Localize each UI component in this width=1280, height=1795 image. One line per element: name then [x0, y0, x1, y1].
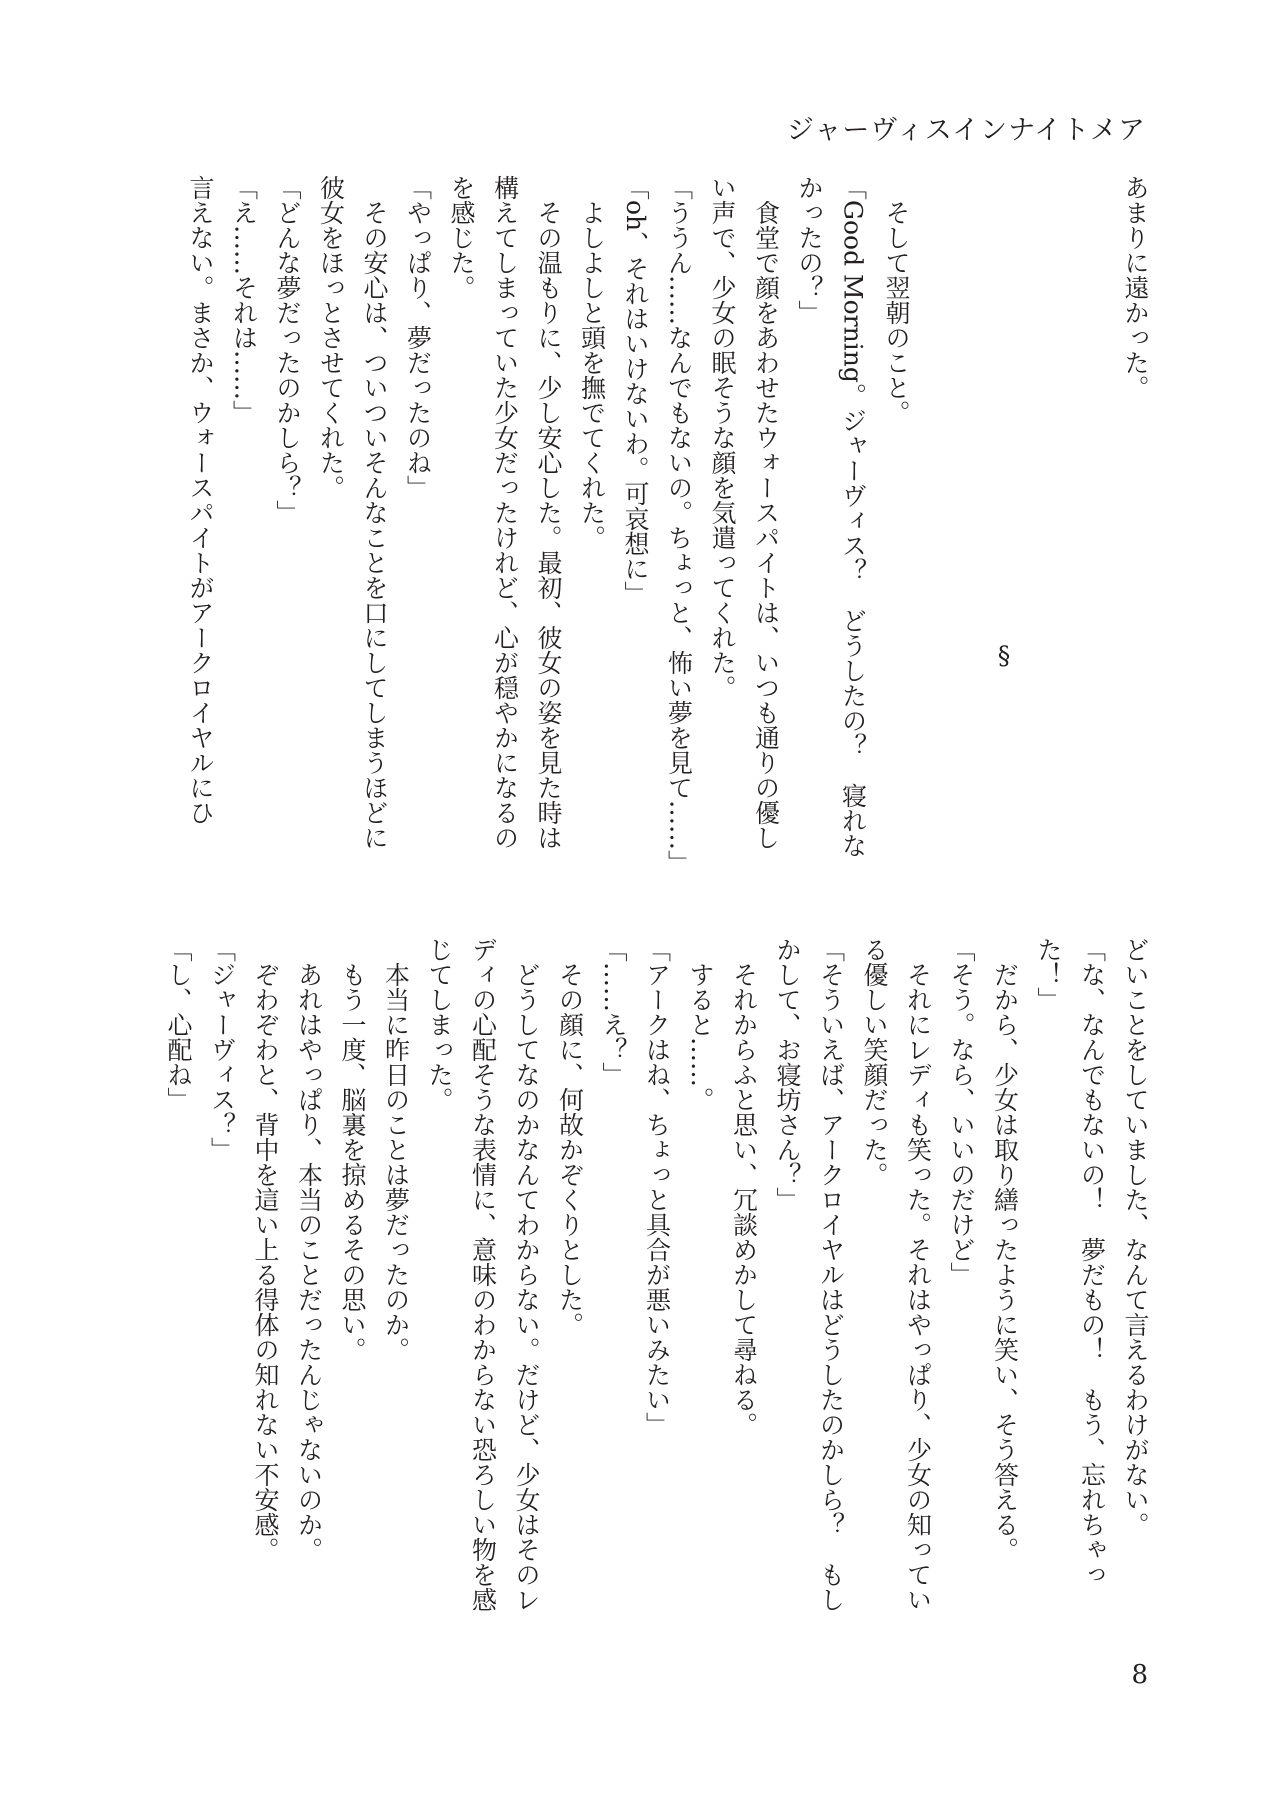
text-line: その温もりに、少し安心した。最初、彼女の姿を見た時は	[534, 175, 563, 850]
text-line: 「oh、それはいけないわ。可哀想に」	[621, 175, 650, 607]
text-line: そして翌朝のこと。	[882, 175, 911, 425]
text-line: その顔に、何故かぞくりとした。	[555, 937, 585, 1337]
text-line: かったの？」	[795, 175, 824, 325]
text-line: 言えない。まさか、ウォースパイトがアークロイヤルにひ	[186, 175, 215, 825]
text-line: それにレディも笑った。それはやっぱり、少女の知ってい	[903, 937, 933, 1612]
section-break	[982, 175, 1026, 865]
text-line: どいことをしていました、なんて言えるわけがない。	[1121, 937, 1150, 1537]
upper-text-block	[179, 175, 1158, 875]
running-head: ジャーヴィスインナイトメア	[786, 115, 1146, 146]
text-line: よしよしと頭を撫でてくれた。	[577, 175, 607, 550]
text-line: じてしまった。	[425, 937, 454, 1112]
text-line: もう一度、脳裏を掠めるその思い。	[338, 937, 367, 1362]
text-line: その安心は、ついついそんなことを口にしてしまうほどに	[360, 175, 389, 850]
text-line: 「ううん……なんでもないの。ちょっと、怖い夢を見て……」	[664, 175, 694, 875]
text-line: い声で、少女の眠そうな顔を気遣ってくれた。	[708, 175, 737, 700]
text-line: それからふと思い、冗談めかして尋ねる。	[729, 937, 759, 1437]
text-line: 「な、なんでもないの！ 夢だもの！ もう、忘れちゃっ	[1077, 937, 1107, 1587]
text-line: 構えてしまっていた少女だったけれど、心が穏やかになるの	[490, 175, 520, 850]
page-number: 8	[1131, 1660, 1148, 1690]
text-line: 「やっぱり、夢だったのね」	[403, 175, 433, 500]
lower-text-block	[157, 937, 1158, 1627]
text-line: 「……え？」	[599, 937, 628, 1087]
text-line: ディの心配そうな表情に、意味のわからない恐ろしい物を感	[468, 937, 498, 1612]
text-line: た！」	[1034, 937, 1063, 1012]
text-line: だから、少女は取り繕ったように笑い、そう答える。	[990, 937, 1020, 1562]
text-line: 「アークはね、ちょっと具合が悪いみたい」	[642, 937, 672, 1437]
text-line: 食堂で顔をあわせたウォースパイトは、いつも通りの優し	[751, 175, 781, 850]
text-line: 「そういえば、アークロイヤルはどうしたのかしら？ もし	[816, 937, 846, 1612]
text-line: どうしてなのかなんてわからない。だけど、少女はそのレ	[512, 937, 541, 1612]
section-mark: §	[989, 640, 1019, 670]
text-line: 「え……それは……」	[229, 175, 259, 425]
text-line: あまりに遠かった。	[1121, 175, 1150, 400]
text-line: 「し、心配ね」	[164, 937, 193, 1112]
text-line: 「どんな夢だったのかしら？」	[273, 175, 302, 525]
text-line: を感じた。	[447, 175, 476, 300]
text-line: 本当に昨日のことは夢だったのか。	[381, 937, 411, 1362]
text-line: すると……。	[686, 937, 715, 1112]
text-line: 「Good Morning。ジャーヴィス？ どうしたの？ 寝れな	[838, 175, 868, 858]
text-line: る優しい笑顔だった。	[860, 937, 889, 1187]
text-line: かして、お寝坊さん？」	[773, 937, 802, 1212]
text-line: ぞわぞわと、背中を這い上る得体の知れない不安感。	[251, 937, 280, 1562]
text-line: 彼女をほっとさせてくれた。	[316, 175, 346, 500]
text-line: 「そう。なら、いいのだけど」	[947, 937, 976, 1287]
text-line: 「ジャーヴィス？」	[207, 937, 237, 1162]
text-line: あれはやっぱり、本当のことだったんじゃないのか。	[294, 937, 324, 1562]
